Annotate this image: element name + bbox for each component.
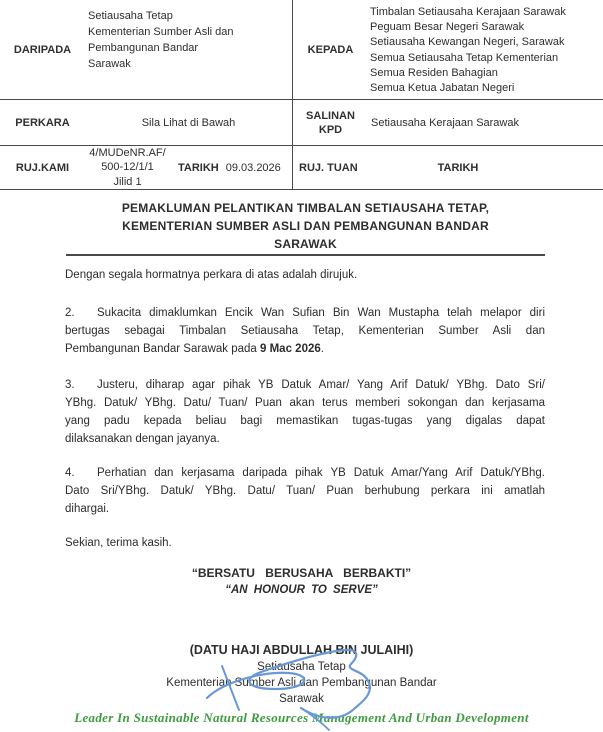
paragraph-line: bertugas sebagai Timbalan Setiausaha Tetap, Kementerian Sumber Asli dan bbox=[65, 325, 545, 337]
daripada-cell bbox=[0, 0, 292, 99]
paragraph-line: 4. Perhatian dan kerjasama daripada pihak YB Datuk Amar/Yang Arif Datuk/YBhg. bbox=[65, 464, 545, 482]
signer-org-line: Kementerian Sumber Asli dan Pembangunan Bandar bbox=[166, 677, 437, 689]
paragraph-line: dihargai. bbox=[65, 503, 110, 515]
paragraph-2 bbox=[65, 304, 545, 358]
ruj-kami-cell bbox=[0, 145, 292, 190]
ruj-kami-ref-line: 4/MUDeNR.AF/ bbox=[89, 146, 166, 159]
paragraph-number: 3. bbox=[65, 379, 75, 391]
intro-line: Dengan segala hormatnya perkara di atas adalah dirujuk. bbox=[65, 269, 358, 281]
paragraph-line: Dato Sri/YBhg. Datuk/ YBhg. Datu/ Tuan/ Puan berhubung perkara ini amatlah bbox=[65, 485, 545, 497]
document-title-line: PEMAKLUMAN PELANTIKAN TIMBALAN SETIAUSAHA TETAP, bbox=[121, 201, 490, 215]
kepada-line: Semua Residen Bahagian bbox=[370, 66, 498, 79]
perkara-label: PERKARA bbox=[15, 116, 70, 129]
kepada-value bbox=[368, 0, 603, 99]
kepada-line: Semua Setiausaha Tetap Kementerian bbox=[370, 51, 559, 64]
kepada-line: Semua Ketua Jabatan Negeri bbox=[370, 82, 515, 95]
kepada-line: Setiausaha Kewangan Negeri, Sarawak bbox=[370, 36, 565, 49]
paragraph-4 bbox=[65, 464, 545, 518]
ruj-tuan-label: RUJ. TUAN bbox=[299, 161, 358, 174]
salinan-value: Setiausaha Kerajaan Sarawak bbox=[371, 116, 519, 129]
paragraph-number: 4. bbox=[65, 467, 75, 479]
kepada-line: Timbalan Setiausaha Kerajaan Sarawak bbox=[370, 6, 566, 18]
paragraph-line: yang padu kepada beliau bagi memastikan tugas-tugas yang digalas dapat bbox=[65, 415, 545, 427]
daripada-value bbox=[85, 0, 292, 99]
paragraph-line: 3. Justeru, diharap agar pihak YB Datuk Amar/ Yang Arif Datuk/ YBhg. Dato Sri/ bbox=[65, 376, 545, 394]
motto bbox=[0, 564, 603, 599]
daripada-line: Pembangunan Bandar bbox=[88, 42, 199, 54]
daripada-line: Kementerian Sumber Asli dan bbox=[88, 26, 234, 38]
daripada-line: Sarawak bbox=[88, 58, 131, 70]
signature-block bbox=[0, 642, 603, 707]
paragraph-line: Pembangunan Bandar Sarawak pada 9 Mac 2026. bbox=[65, 343, 324, 355]
tarikh-value: 09.03.2026 bbox=[225, 161, 281, 174]
signer-title: Setiausaha Tetap bbox=[257, 661, 346, 673]
paragraph-line: YBhg. Datuk/ YBhg. Datu/ Tuan/ Puan akan terus memberi sokongan dan kerjasama bbox=[65, 397, 545, 409]
tarikh-label: TARIKH bbox=[178, 161, 219, 174]
ruj-kami-ref-line: Jilid 1 bbox=[113, 175, 142, 188]
salinan-cell bbox=[292, 99, 603, 145]
perkara-cell bbox=[0, 99, 292, 145]
letter-body bbox=[65, 266, 545, 552]
kepada-cell bbox=[292, 0, 603, 99]
motto-malay: “BERSATU BERUSAHA BERBAKTI” bbox=[191, 566, 412, 580]
document-title-line: SARAWAK bbox=[274, 237, 337, 251]
perkara-value: Sila Lihat di Bawah bbox=[141, 116, 236, 129]
closing-line: Sekian, terima kasih. bbox=[65, 537, 172, 549]
paragraph-number: 2. bbox=[65, 307, 75, 319]
ruj-kami-ref-line: 500-12/1/1 bbox=[101, 161, 154, 174]
signature-scribble bbox=[195, 644, 400, 732]
paragraph-line: dilaksanakan dengan jayanya. bbox=[65, 433, 220, 445]
ruj-kami-ref bbox=[85, 146, 170, 190]
ruj-kami-label: RUJ.KAMI bbox=[15, 161, 70, 174]
daripada-line: Setiausaha Tetap bbox=[88, 10, 173, 22]
ruj-tuan-tarikh-label: TARIKH bbox=[437, 161, 479, 174]
document-title-line: KEMENTERIAN SUMBER ASLI DAN PEMBANGUNAN BANDAR bbox=[122, 219, 489, 233]
reference-table bbox=[0, 0, 603, 190]
motto-english: “AN HONOUR TO SERVE” bbox=[225, 584, 378, 596]
paragraph-3 bbox=[65, 376, 545, 448]
salinan-label: SALINAN KPD bbox=[306, 109, 355, 136]
ruj-tuan-cell bbox=[292, 145, 603, 190]
signer-name: (DATU HAJI ABDULLAH BIN JULAIHI) bbox=[189, 643, 414, 657]
signer-org-line: Sarawak bbox=[279, 693, 324, 705]
paragraph-line: 2. Sukacita dimaklumkan Encik Wan Sufian Bin Wan Mustapha telah melapor diri bbox=[65, 304, 545, 322]
kepada-line: Peguam Besar Negeri Sarawak bbox=[370, 21, 525, 34]
daripada-label: DARIPADA bbox=[13, 43, 72, 56]
title-underline bbox=[66, 199, 545, 256]
footer-tagline: Leader In Sustainable Natural Resources Management And Urban Development bbox=[74, 710, 529, 725]
kepada-label: KEPADA bbox=[307, 43, 354, 56]
document-title bbox=[66, 199, 545, 253]
bold-date: 9 Mac 2026 bbox=[260, 343, 321, 355]
